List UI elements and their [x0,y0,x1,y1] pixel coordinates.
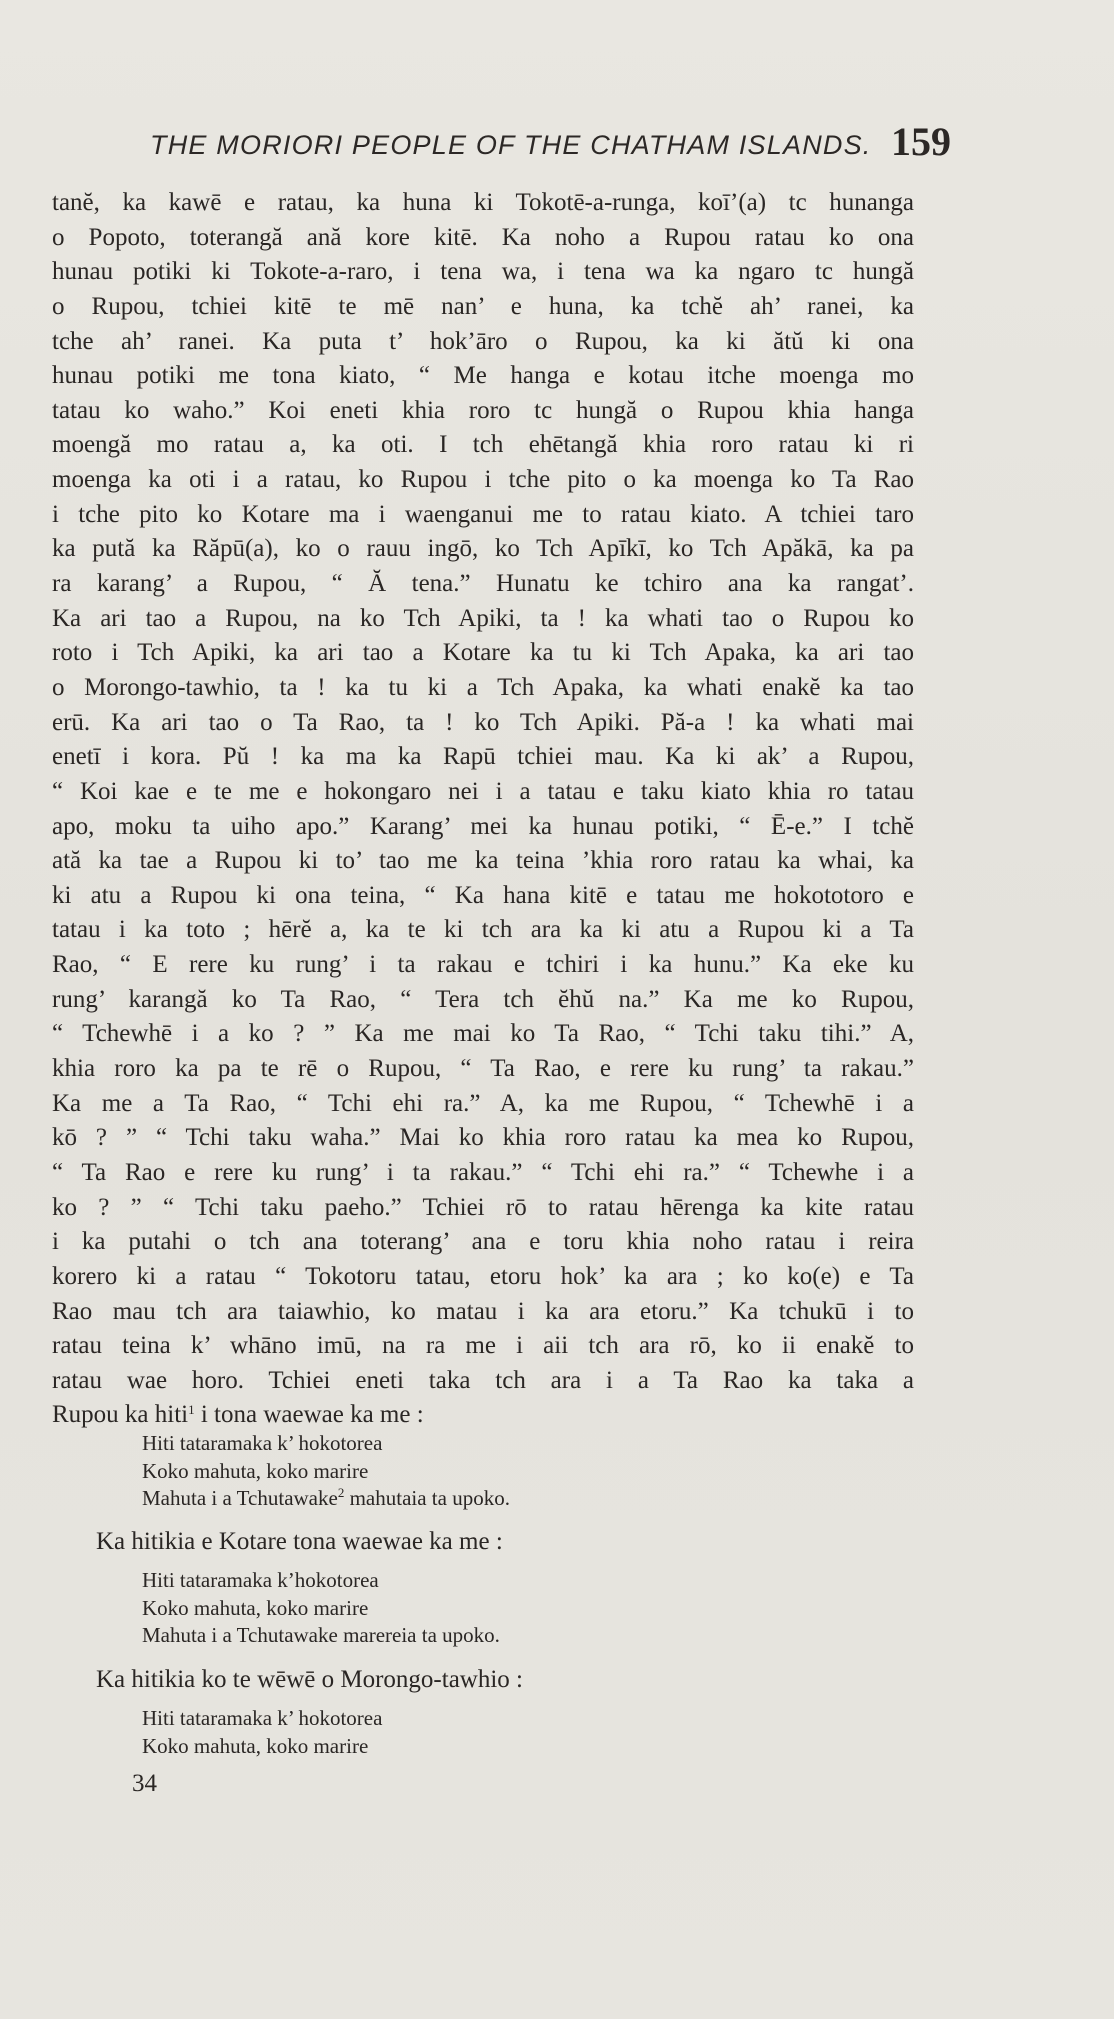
text-line: rung’ karangă ko Ta Rao, “ Tera tch ĕhŭ na.” Ka me ko Rupou, [52,985,914,1013]
verse-intro: Ka hitikia e Kotare tona waewae ka me : [96,1528,503,1555]
text-line: Rao, “ E rere ku rung’ i ta rakau e tchiri i ka hunu.” Ka eke ku [52,951,914,979]
text-line: tche ah’ ranei. Ka puta t’ hok’āro o Rupou, ka ki ătŭ ki ona [52,327,914,355]
text-line: ratau wae horo. Tchiei eneti taka tch ara i a Ta Rao ka taka a [52,1366,914,1394]
chant-line: Hiti tataramaka k’ hokotorea [142,1431,383,1455]
page-header [146,118,951,172]
footnote-marker: 2 [337,1485,345,1500]
text-line: hunau potiki ki Tokote-a-raro, i tena wa, i tena wa ka ngaro tc hungă [52,258,914,286]
chant-verse-2 [142,1567,500,1650]
text-line: ra karang’ a Rupou, “ Ă tena.” Hunatu ke tchiro ana ka rangat’. [52,570,914,598]
text-line: Ka me a Ta Rao, “ Tchi ehi ra.” A, ka me Rupou, “ Tchewhē i a [52,1089,914,1117]
text-line: o Morongo-tawhio, ta ! ka tu ki a Tch Apaka, ka whati enakĕ ka tao [52,673,914,701]
text-line: ki atu a Rupou ki ona teina, “ Ka hana kitē e tatau me hokototoro e [52,881,914,909]
chant-line: Hiti tataramaka k’ hokotorea [142,1706,383,1730]
text-line: ka pută ka Răpū(a), ko o rauu ingō, ko Tch Apīkī, ko Tch Apăkā, ka pa [52,535,914,563]
text-line: korero ki a ratau “ Tokotoru tatau, etoru hok’ ka ara ; ko ko(e) e Ta [52,1262,914,1290]
text-line: tanĕ, ka kawē e ratau, ka huna ki Tokotē-a-runga, koī’(a) tc hunanga [52,189,914,216]
text-line: kō ? ” “ Tchi taku waha.” Mai ko khia roro ratau ka mea ko Rupou, [52,1124,914,1152]
chant-line: Koko mahuta, koko marire [142,1458,369,1483]
text-line: “ Tchewhē i a ko ? ” Ka me mai ko Ta Rao, “ Tchi taku tihi.” A, [52,1020,914,1048]
text-line: i tche pito ko Kotare ma i waenganui me to ratau kiato. A tchiei taro [52,500,914,528]
chant-verse-1 [142,1430,510,1513]
text-line: ată ka tae a Rupou ki to’ tao me ka teina ’khia roro ratau ka whai, ka [52,847,914,875]
chant-line [142,1485,510,1513]
text-line: moenga ka oti i a ratau, ko Rupou i tche pito o ka moenga ko Ta Rao [52,466,914,494]
chant-line: Koko mahuta, koko marire [142,1733,369,1758]
text-line: khia roro ka pa te rē o Rupou, “ Ta Rao, e rere ku rung’ ta rakau.” [52,1055,914,1083]
text-line: “ Ta Rao e rere ku rung’ i ta rakau.” “ Tchi ehi ra.” “ Tchewhe i a [52,1158,914,1186]
text-line: roto i Tch Apiki, ka ari tao a Kotare ka tu ki Tch Apaka, ka ari tao [52,639,914,667]
running-head: THE MORIORI PEOPLE OF THE CHATHAM ISLANDS. [150,130,872,160]
verse-intro: Ka hitikia ko te wēwē o Morongo-tawhio : [96,1666,523,1693]
body-paragraph [52,186,914,1433]
text-line: erū. Ka ari tao o Ta Rao, ta ! ko Tch Apiki. Pă-a ! ka whati mai [52,708,914,736]
text-line: hunau potiki me tona kiato, “ Me hanga e kotau itche moenga mo [52,362,914,390]
chant-line: Hiti tataramaka k’hokotorea [142,1568,379,1592]
text-line: Ka ari tao a Rupou, na ko Tch Apiki, ta ! ka whati tao o Rupou ko [52,604,914,632]
text-segment: i tona waewae ka me : [194,1401,424,1429]
chant-line: Koko mahuta, koko marire [142,1595,369,1620]
text-line: o Rupou, tchiei kitē te mē nan’ e huna, ka tchĕ ah’ ranei, ka [52,292,914,320]
text-line: Rao mau tch ara taiawhio, ko matau i ka ara etoru.” Ka tchukū i to [52,1297,914,1325]
text-line: moengă mo ratau a, ka oti. I tch ehētangă khia roro ratau ki ri [52,431,914,459]
text-line: “ Koi kae e te me e hokongaro nei i a tatau e taku kiato khia ro tatau [52,777,914,805]
text-segment: Mahuta i a Tchutawake [142,1486,338,1510]
chant-line: Mahuta i a Tchutawake marereia ta upoko. [142,1623,500,1647]
text-segment: mahutaia ta upoko. [344,1486,510,1510]
text-line: tatau ko waho.” Koi eneti khia roro tc hungă o Rupou khia hanga [52,396,914,424]
text-line: tatau i ka toto ; hērĕ a, ka te ki tch ara ka ki atu a Rupou ki a Ta [52,916,914,944]
text-line: ko ? ” “ Tchi taku paeho.” Tchiei rō to ratau hērenga ka kite ratau [52,1193,914,1221]
signature-mark: 34 [132,1770,157,1797]
page-number: 159 [891,119,951,164]
text-line-last [52,1398,914,1433]
text-line: apo, moku ta uiho apo.” Karang’ mei ka hunau potiki, “ Ē-e.” I tchĕ [52,812,914,840]
chant-verse-3 [142,1705,382,1760]
text-line: enetī i kora. Pŭ ! ka ma ka Rapū tchiei mau. Ka ki ak’ a Rupou, [52,743,914,771]
text-line: ratau teina k’ whāno imū, na ra me i aii tch ara rō, ko ii enakĕ to [52,1332,914,1360]
footnote-marker: 1 [188,1402,195,1418]
text-line: i ka putahi o tch ana toterang’ ana e toru khia noho ratau i reira [52,1228,914,1256]
text-segment: Rupou ka hiti [52,1401,189,1429]
text-line: o Popoto, toterangă ană kore kitē. Ka noho a Rupou ratau ko ona [52,223,914,251]
